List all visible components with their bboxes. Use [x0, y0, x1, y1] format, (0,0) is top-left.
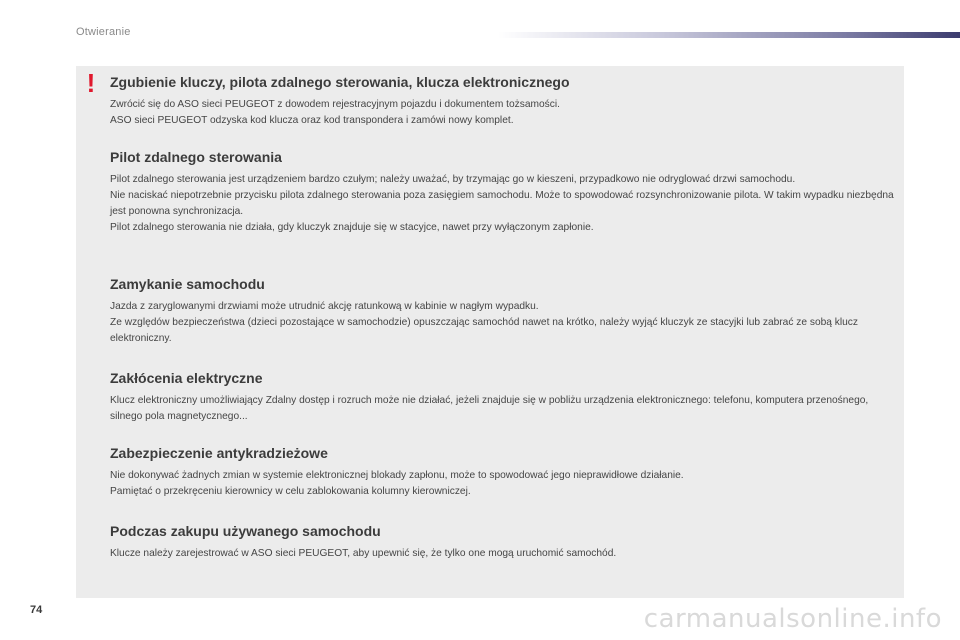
section-remote-control	[110, 149, 894, 236]
section-paragraph: Pamiętać o przekręceniu kierownicy w celu zablokowania kolumny kierowniczej.	[110, 486, 471, 497]
section-heading: Pilot zdalnego sterowania	[110, 149, 282, 165]
section-heading: Zabezpieczenie antykradzieżowe	[110, 445, 328, 461]
warning-exclamation-icon: !	[86, 68, 96, 98]
section-paragraph: Pilot zdalnego sterowania jest urządzeniem bardzo czułym; należy uważać, by trzymając go w kieszeni, przypadkowo nie odryglować drzwi samochodu.	[110, 174, 796, 185]
section-paragraph: Zwrócić się do ASO sieci PEUGEOT z dowodem rejestracyjnym pojazdu i dokumentem tożsamości.	[110, 99, 560, 110]
header-gradient-bar	[498, 32, 960, 38]
section-heading: Zakłócenia elektryczne	[110, 370, 263, 386]
section-paragraph: ASO sieci PEUGEOT odzyska kod klucza oraz kod transpondera i zamówi nowy komplet.	[110, 115, 514, 126]
section-paragraph: Jazda z zaryglowanymi drzwiami może utrudnić akcję ratunkową w kabinie w nagłym wypadku.	[110, 301, 539, 312]
section-paragraph: Ze względów bezpieczeństwa (dzieci pozostające w samochodzie) opuszczając samochód nawet na krótko, należy wyjąć kluczyk ze stacyjki lub zabrać ze sobą klucz elektroniczny.	[110, 317, 858, 344]
page-number: 74	[30, 604, 43, 616]
section-heading: Zamykanie samochodu	[110, 276, 265, 292]
section-heading: Zgubienie kluczy, pilota zdalnego sterowania, klucza elektronicznego	[110, 74, 570, 90]
section-heading: Podczas zakupu używanego samochodu	[110, 523, 381, 539]
section-paragraph: Nie naciskać niepotrzebnie przycisku pilota zdalnego sterowania poza zasięgiem samochodu. Może to spowodować rozsynchronizowanie pilota. W takim wypadku niezbędna jest ponowna synchronizacja.	[110, 190, 894, 217]
section-used-car	[110, 523, 894, 562]
section-paragraph: Klucze należy zarejestrować w ASO sieci PEUGEOT, aby upewnić się, że tylko one mogą uruchomić samochód.	[110, 548, 617, 559]
section-paragraph: Nie dokonywać żadnych zmian w systemie elektronicznej blokady zapłonu, może to spowodować jego nieprawidłowe działanie.	[110, 470, 684, 481]
section-paragraph: Pilot zdalnego sterowania nie działa, gdy kluczyk znajduje się w stacyjce, nawet przy wyłączonym zapłonie.	[110, 222, 594, 233]
section-title: Otwieranie	[76, 26, 131, 38]
section-anti-theft	[110, 445, 894, 500]
section-electrical-interference	[110, 370, 894, 425]
section-locking	[110, 276, 894, 347]
section-paragraph: Klucz elektroniczny umożliwiający Zdalny dostęp i rozruch może nie działać, jeżeli znajduje się w pobliżu urządzenia elektronicznego: telefonu, komputera przenośnego, silnego pola magnetycznego...	[110, 395, 869, 422]
section-lost-keys	[110, 74, 894, 129]
watermark: carmanualsonline.info	[643, 604, 942, 634]
